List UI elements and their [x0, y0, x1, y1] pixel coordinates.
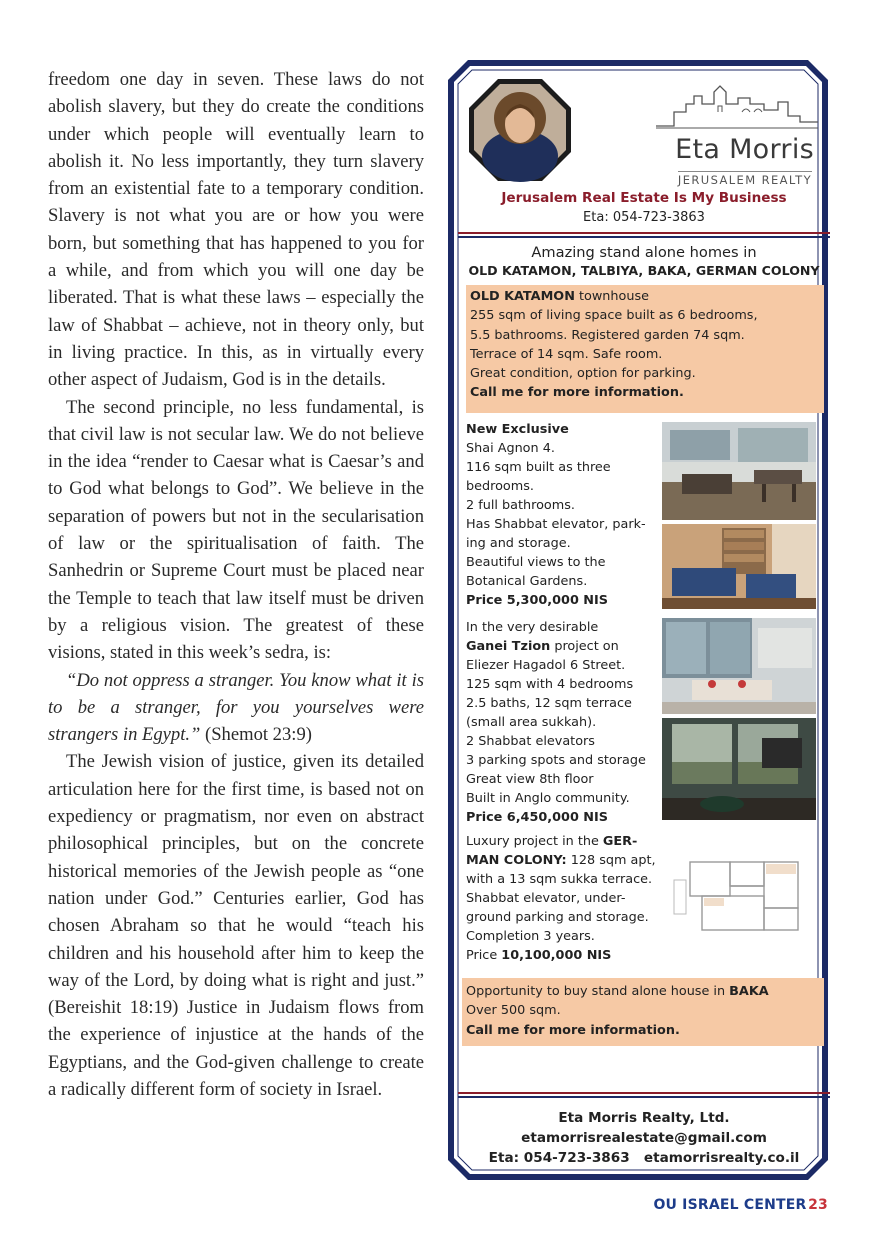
listing4-line2-rest: 128 sqm apt,	[566, 853, 656, 868]
listing2-line: Shai Agnon 4.	[466, 441, 555, 456]
listing2-line: 2 full bathrooms.	[466, 498, 575, 513]
listing5-line1-rest: Opportunity to buy stand alone house in	[466, 984, 730, 999]
logo-subtitle: JERUSALEM REALTY	[677, 173, 812, 187]
page-footer	[653, 1197, 828, 1213]
listing3-line: 3 parking spots and storage	[466, 753, 646, 768]
quote-text: “Do not oppress a stranger. You know what it is to be a stranger, for you yourselves were strangers in Egypt.”	[48, 669, 424, 746]
listing4-line: ground parking and storage.	[466, 910, 649, 925]
listing2-title: New Exclusive	[466, 422, 569, 437]
listing4-line1-rest: Luxury project in the	[466, 834, 603, 849]
listing4-line: with a 13 sqm sukka terrace.	[466, 872, 653, 887]
divider-bottom	[458, 1092, 830, 1098]
page-number: 23	[808, 1197, 828, 1213]
listing3-price: Price 6,450,000 NIS	[466, 810, 608, 825]
listing3-line: (small area sukkah).	[466, 715, 597, 730]
listing3-project-bold: Ganei Tzion	[466, 639, 551, 654]
listing2-line: Botanical Gardens.	[466, 574, 588, 589]
listing-ganei-tzion	[466, 618, 662, 827]
agent-portrait	[468, 78, 572, 182]
footer-company: Eta Morris Realty, Ltd.	[558, 1110, 730, 1126]
listing4-line: Shabbat elevator, under-	[466, 891, 626, 906]
skyline-icon	[654, 82, 820, 132]
article-column	[48, 66, 424, 1103]
article-quote	[48, 667, 424, 749]
article-paragraph-1: freedom one day in seven. These laws do not abolish slavery, but they do create the conditions under which people will eventually learn to abolish it. No less importantly, they turn slavery from an existential fate to a temporary condition. Slavery is not what you are or how you were born, but something that has happened to you for a while, and from which you will one day be liberated. That is what these laws – especially the law of Shabbat – achieve, not in theory only, but in living practice. In this, as in virtually every other aspect of Judaism, God is in the details.	[48, 69, 424, 391]
listing5-line2: Over 500 sqm.	[466, 1003, 561, 1019]
listing2-line: Has Shabbat elevator, park-	[466, 517, 646, 532]
listing3-photo-view	[662, 718, 816, 820]
listing4-floorplan	[672, 850, 812, 942]
listing1-line: 255 sqm of living space built as 6 bedrooms,	[470, 308, 758, 324]
listing1-title-bold: OLD KATAMON	[470, 289, 575, 304]
listing3-line: Great view 8th floor	[466, 772, 594, 787]
listing2-line: 116 sqm built as three	[466, 460, 611, 475]
footer-email[interactable]: etamorrisrealestate@gmail.com	[521, 1130, 767, 1146]
listing3-line: Built in Anglo community.	[466, 791, 630, 806]
ad-headline: Amazing stand alone homes in	[531, 244, 757, 261]
ad-tagline: Jerusalem Real Estate Is My Business	[501, 190, 787, 206]
listing4-price-value: 10,100,000 NIS	[501, 948, 612, 963]
footer-website[interactable]: etamorrisrealty.co.il	[643, 1150, 800, 1166]
real-estate-ad	[446, 58, 830, 1182]
footer-contact-line	[458, 1150, 830, 1166]
ad-headline-neighborhoods: OLD KATAMON, TALBIYA, BAKA, GERMAN COLONY	[468, 263, 820, 278]
company-logo	[644, 80, 820, 190]
divider-top	[458, 232, 830, 238]
publication-name: OU ISRAEL CENTER	[653, 1197, 807, 1213]
article-paragraph-3: The Jewish vision of justice, given its detailed articulation here for the first time, is based not on expediency or pragmatism, nor even on abstract philosophical principles, but on the concrete historical memories of the Jewish people as “one nation under God.” Centuries earlier, God has chosen Abraham so that he would “teach his children and his household after him to keep the way of the Lord, by doing what is right and just.” (Bereishit 18:19) Justice in Judaism flows from the experience of injustice at the hands of the Egyptians, and the God-given challenge to create a radically different form of society in Israel.	[48, 751, 424, 1100]
listing3-photo-dining	[662, 618, 816, 714]
listing2-line: ing and storage.	[466, 536, 571, 551]
listing3-intro: In the very desirable	[466, 620, 599, 635]
listing2-line: bedrooms.	[466, 479, 534, 494]
listing1-cta: Call me for more information.	[470, 385, 684, 401]
listing2-line: Beautiful views to the	[466, 555, 606, 570]
listing3-line: 125 sqm with 4 bedrooms	[466, 677, 634, 692]
listing4-price-label: Price	[466, 948, 502, 963]
listing3-project-rest: project on	[550, 639, 619, 654]
listing3-line: 2 Shabbat elevators	[466, 734, 595, 749]
ad-phone-top: Eta: 054-723-3863	[583, 210, 705, 225]
listing1-line: 5.5 bathrooms. Registered garden 74 sqm.	[470, 327, 745, 343]
listing2-photo-lounge	[662, 524, 816, 609]
listing-baka	[462, 978, 824, 1046]
listing1-title-rest: townhouse	[574, 289, 649, 304]
listing5-line1-bold: BAKA	[729, 984, 769, 999]
logo-name: Eta Morris	[675, 134, 814, 165]
article-paragraph-2: The second principle, no less fundamental, is that civil law is not secular law. We do not believe in the idea “render to Caesar what is Caesar’s and to God what belongs to God”. We believe in the separation of powers but not in the secularisation of law or the spiritualisation of faith. The Sanhedrin or Supreme Court must be placed near the Temple to teach that law itself must be driven by a religious vision. The greatest of these visions, stated in this week’s sedra, is:	[48, 396, 424, 664]
quote-reference: (Shemot 23:9)	[200, 724, 312, 746]
listing2-price: Price 5,300,000 NIS	[466, 593, 608, 608]
listing3-line: Eliezer Hagadol 6 Street.	[466, 658, 626, 673]
listing4-line2-bold: MAN COLONY:	[466, 853, 567, 868]
listing4-line: Completion 3 years.	[466, 929, 595, 944]
listing1-line: Great condition, option for parking.	[470, 366, 696, 382]
listing1-line: Terrace of 14 sqm. Safe room.	[470, 346, 663, 362]
listing5-cta: Call me for more information.	[466, 1022, 680, 1038]
footer-phone[interactable]: Eta: 054-723-3863	[488, 1150, 630, 1166]
listing-shai-agnon	[466, 420, 662, 610]
listing3-line: 2.5 baths, 12 sqm terrace	[466, 696, 632, 711]
listing-german-colony	[466, 832, 662, 965]
listing-old-katamon	[466, 285, 824, 413]
listing2-photo-living-room	[662, 422, 816, 520]
listing4-line1-bold: GER-	[602, 834, 638, 849]
